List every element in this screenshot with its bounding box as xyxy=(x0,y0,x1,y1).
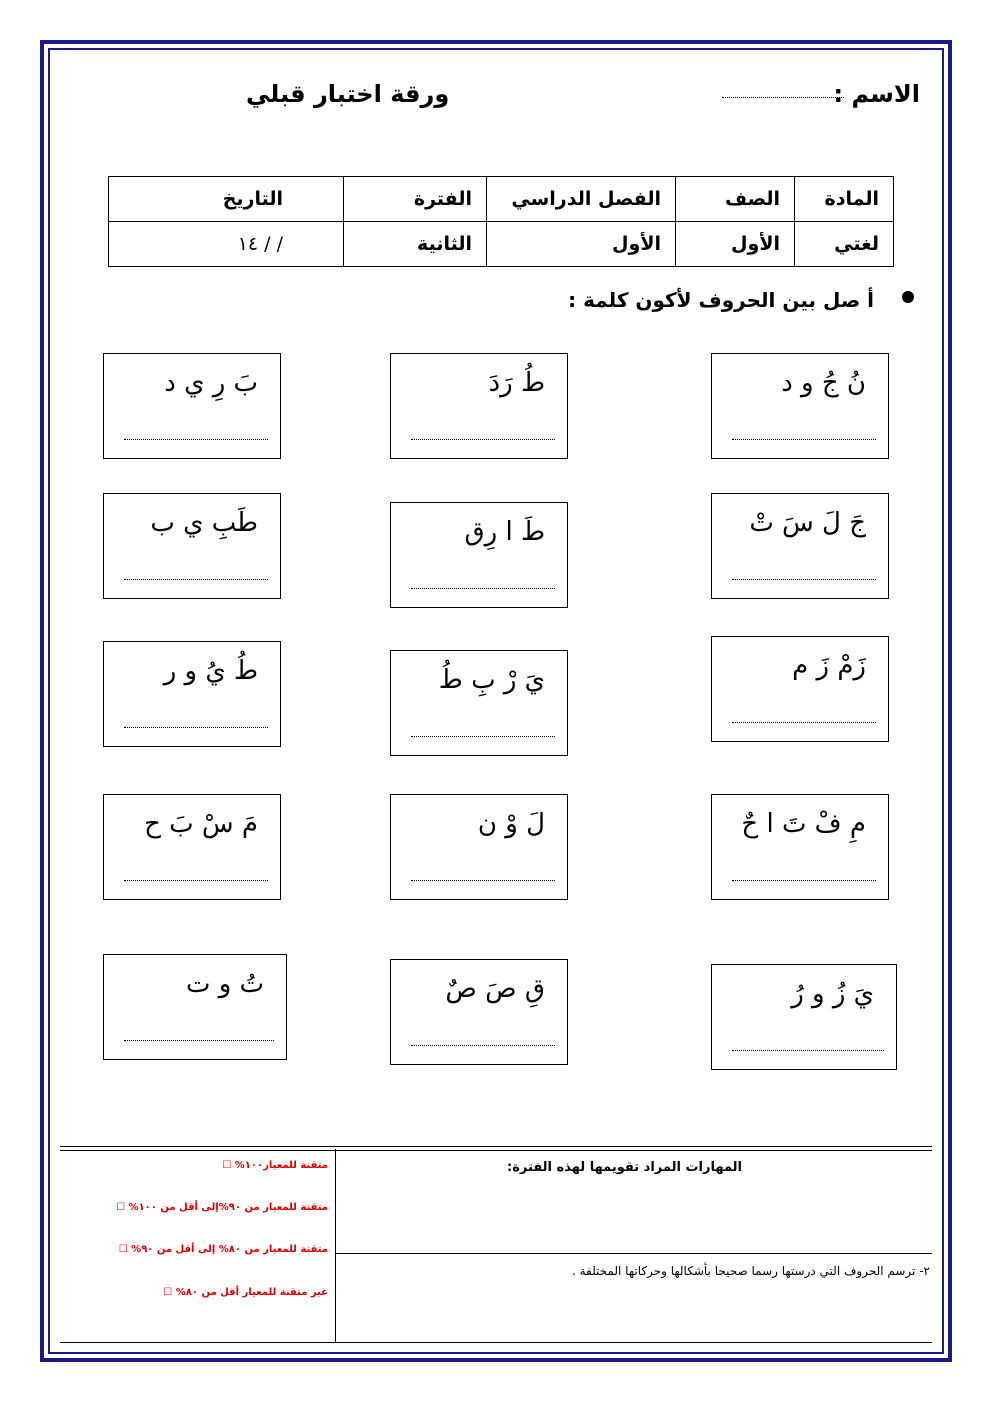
letter-card xyxy=(103,954,287,1060)
table-value-row xyxy=(109,222,894,267)
value-grade: الأول xyxy=(676,222,795,267)
answer-line[interactable] xyxy=(411,879,555,881)
letter-card xyxy=(711,353,889,459)
card-letters: يَ زُ و رُ xyxy=(791,979,874,1009)
value-period: الثانية xyxy=(344,222,487,267)
answer-line[interactable] xyxy=(411,587,555,589)
grade-option[interactable]: متقنة للمعيار من ٨٠% إلى أقل من ٩٠% ☐ xyxy=(118,1244,328,1255)
letter-card xyxy=(390,794,568,900)
divider xyxy=(335,1253,932,1254)
value-date: / / ١٤ xyxy=(109,222,344,267)
answer-line[interactable] xyxy=(124,1039,274,1041)
header-subject: المادة xyxy=(795,177,894,222)
letter-card xyxy=(103,794,281,900)
divider xyxy=(60,1342,932,1343)
card-letters: تُ و ت xyxy=(185,969,264,999)
answer-line[interactable] xyxy=(124,879,268,881)
letter-card xyxy=(103,641,281,747)
grade-option[interactable]: متقنة للمعيار من ٩٠%إلى أقل من ١٠٠% ☐ xyxy=(116,1202,328,1213)
answer-line[interactable] xyxy=(411,438,555,440)
grade-option[interactable]: متقنة للمعيار١٠٠% ☐ xyxy=(222,1160,328,1171)
name-label: الاسم : xyxy=(833,80,920,108)
answer-line[interactable] xyxy=(732,721,876,723)
bullet-icon xyxy=(902,291,914,303)
card-letters: طُ يُ و ر xyxy=(163,656,258,686)
divider xyxy=(60,1146,932,1147)
divider xyxy=(60,1150,932,1151)
card-letters: جَ لَ سَ تْ xyxy=(749,508,866,538)
instruction-text: أ صل بين الحروف لأكون كلمة : xyxy=(568,288,874,312)
letter-card xyxy=(390,353,568,459)
answer-line[interactable] xyxy=(411,1044,555,1046)
answer-line[interactable] xyxy=(732,438,876,440)
page-title: ورقة اختبار قبلي xyxy=(246,80,450,108)
letter-card xyxy=(711,964,897,1070)
card-letters: مِ فْ تَ ا حٌ xyxy=(741,809,866,839)
info-table xyxy=(108,176,894,267)
answer-line[interactable] xyxy=(124,726,268,728)
card-letters: طُ رَدَ xyxy=(488,368,545,398)
letter-card xyxy=(103,493,281,599)
table-header-row xyxy=(109,177,894,222)
answer-line[interactable] xyxy=(124,578,268,580)
letter-card xyxy=(711,794,889,900)
card-letters: لَ وْ ن xyxy=(477,809,545,839)
value-subject: لغتي xyxy=(795,222,894,267)
card-letters: طَ ا رِق xyxy=(464,517,545,547)
grade-option[interactable]: غير متقنة للمعيار أقل من ٨٠% ☐ xyxy=(163,1287,328,1298)
value-semester: الأول xyxy=(487,222,676,267)
letter-card xyxy=(711,493,889,599)
letter-card xyxy=(390,650,568,756)
divider xyxy=(335,1149,336,1342)
header-period: الفترة xyxy=(344,177,487,222)
card-letters: يَ رْ بِ طُ xyxy=(438,665,545,695)
letter-card xyxy=(103,353,281,459)
skill-item: ٢- ترسم الحروف التي درستها رسما صحيحا بأشكالها وحركاتها المختلفة . xyxy=(571,1264,930,1278)
card-letters: طَبِ ي ب xyxy=(150,508,258,538)
card-letters: بَ رِ ي د xyxy=(164,368,258,398)
letter-card xyxy=(390,959,568,1065)
card-letters: زَمْ زَ م xyxy=(792,651,866,681)
card-letters: مَ سْ بَ ح xyxy=(144,809,258,839)
card-letters: قِ صَ صٌ xyxy=(445,974,545,1004)
header-date: التاريخ xyxy=(109,177,344,222)
letter-card xyxy=(390,502,568,608)
answer-line[interactable] xyxy=(732,879,876,881)
answer-line[interactable] xyxy=(732,578,876,580)
card-letters: نُ جُ و د xyxy=(781,368,866,398)
name-field-line[interactable] xyxy=(722,96,844,98)
answer-line[interactable] xyxy=(124,438,268,440)
answer-line[interactable] xyxy=(411,735,555,737)
answer-line[interactable] xyxy=(732,1049,884,1051)
letter-card xyxy=(711,636,889,742)
header-grade: الصف xyxy=(676,177,795,222)
header-semester: الفصل الدراسي xyxy=(487,177,676,222)
skills-title: المهارات المراد تقويمها لهذه الفترة: xyxy=(507,1160,742,1175)
